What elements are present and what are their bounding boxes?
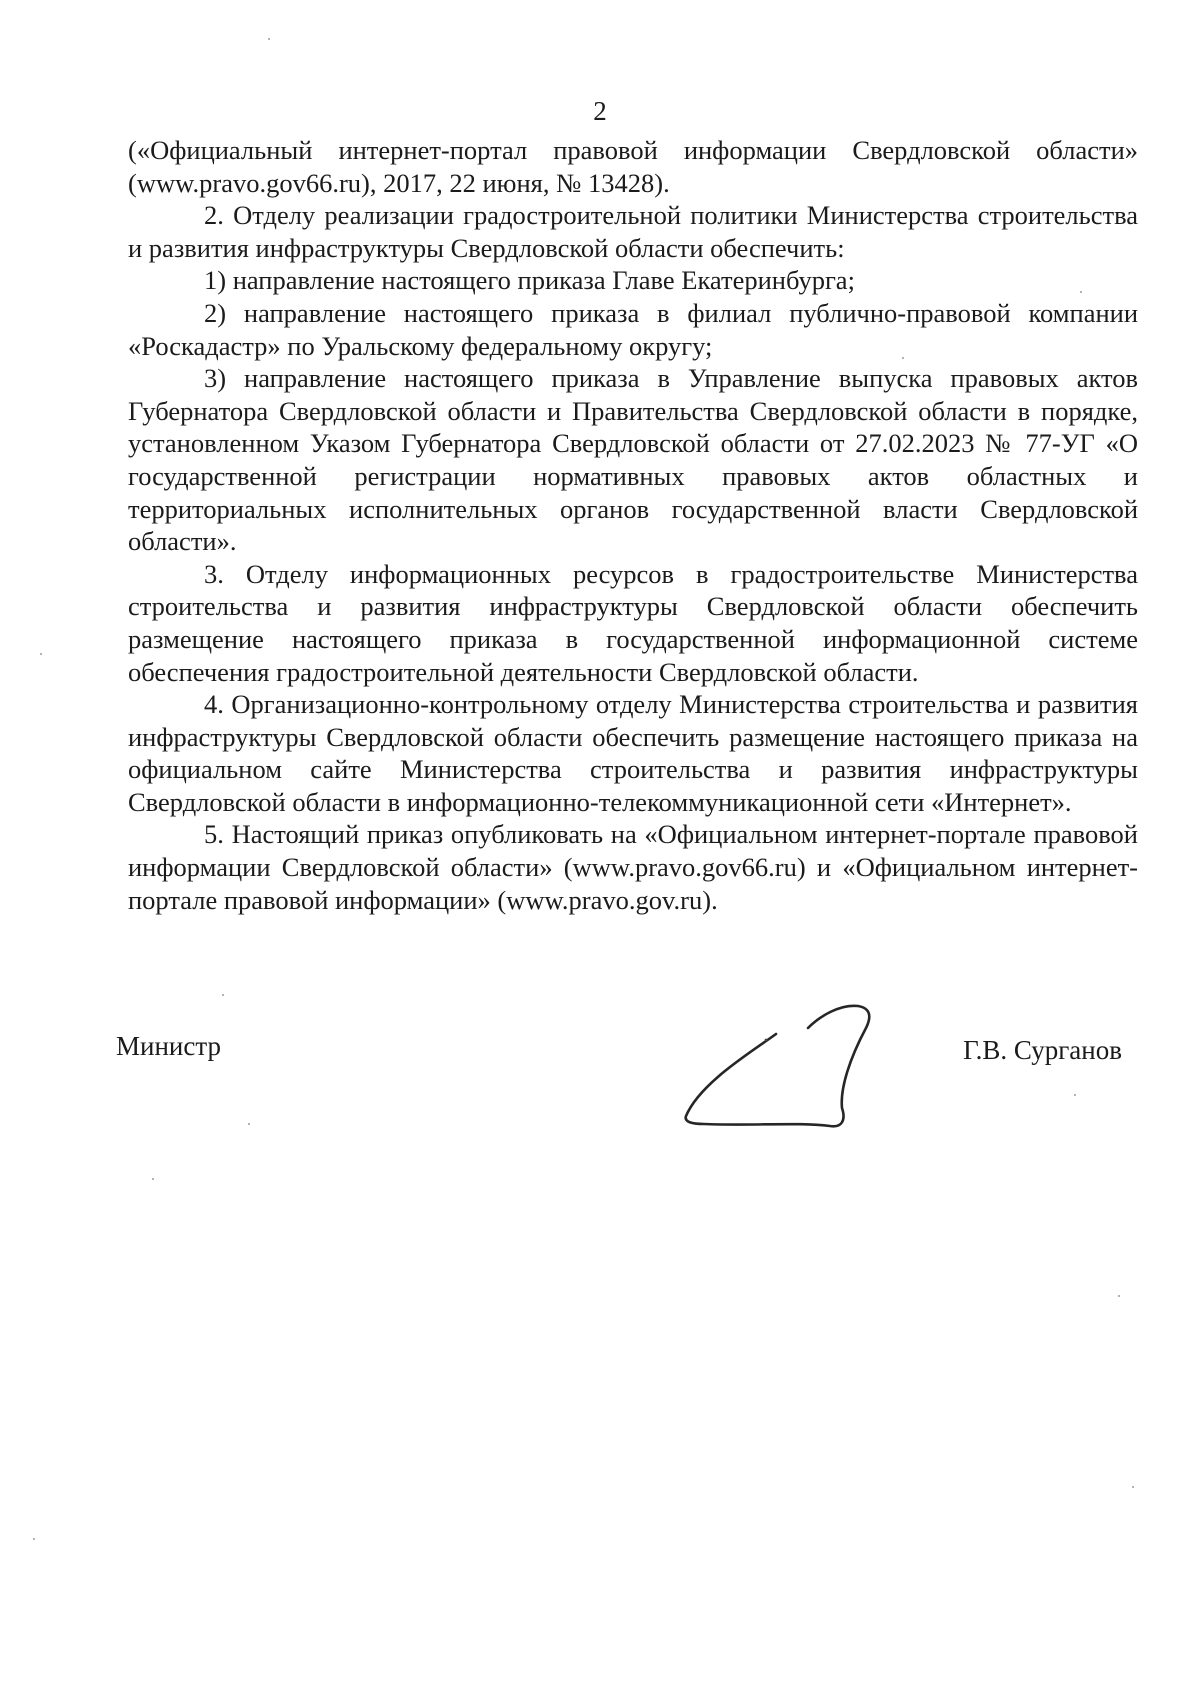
scan-speck bbox=[40, 653, 42, 655]
scan-speck bbox=[1074, 1094, 1076, 1096]
paragraph-6: 3. Отделу информационных ресурсов в градостроительстве Министерства строительства и развития инфраструктуры Свердловской области обеспечить размещение настоящего приказа в государственной информационной системе обеспечения градостроительной деятельности Свердловской области. bbox=[128, 558, 1138, 687]
paragraph-5: 3) направление настоящего приказа в Управление выпуска правовых актов Губернатора Свердловской области и Правительства Свердловской области в порядке, установленном Указом Губернатора Свердловской области от 27.02.2023 № 77-УГ «О государственной регистрации нормативных правовых актов областных и территориальных исполнительных органов государственной власти Свердловской области». bbox=[128, 363, 1138, 557]
paragraph-8: 5. Настоящий приказ опубликовать на «Официальном интернет-портале правовой информации Свердловской области» (www.pravo.gov66.ru) и «Официальном интернет-портале правовой информации» (www.pravo.gov.ru). bbox=[128, 819, 1138, 915]
scan-speck bbox=[248, 1123, 250, 1125]
signatory-name: Г.В. Сурганов bbox=[963, 1035, 1122, 1065]
scan-speck bbox=[1132, 1486, 1134, 1488]
scan-speck bbox=[1118, 1295, 1120, 1297]
handwritten-signature bbox=[680, 998, 950, 1138]
scan-speck bbox=[222, 994, 224, 996]
scan-speck bbox=[1080, 291, 1082, 293]
scan-speck bbox=[268, 38, 270, 40]
scan-speck bbox=[152, 1178, 154, 1180]
scan-speck bbox=[902, 357, 904, 359]
page-number: 2 bbox=[593, 96, 607, 126]
paragraph-2: 2. Отделу реализации градостроительной политики Министерства строительства и развития инфраструктуры Свердловской области обеспечить: bbox=[128, 200, 1138, 263]
paragraph-3: 1) направление настоящего приказа Главе Екатеринбурга; bbox=[204, 265, 855, 296]
paragraph-1: («Официальный интернет-портал правовой информации Свердловской области» (www.pravo.gov66.ru), 2017, 22 июня, № 13428). bbox=[128, 135, 1138, 198]
signatory-title: Министр bbox=[116, 1031, 221, 1061]
paragraph-4: 2) направление настоящего приказа в филиал публично-правовой компании «Роскадастр» по Уральскому федеральному округу; bbox=[128, 297, 1138, 361]
document-body bbox=[128, 134, 1138, 916]
paragraph-7: 4. Организационно-контрольному отделу Министерства строительства и развития инфраструктуры Свердловской области обеспечить размещение настоящего приказа на официальном сайте Министерства строительства и развития инфраструктуры Свердловской области в информационно-телекоммуникационной сети «Интернет». bbox=[128, 689, 1138, 817]
scan-speck bbox=[33, 1538, 35, 1540]
